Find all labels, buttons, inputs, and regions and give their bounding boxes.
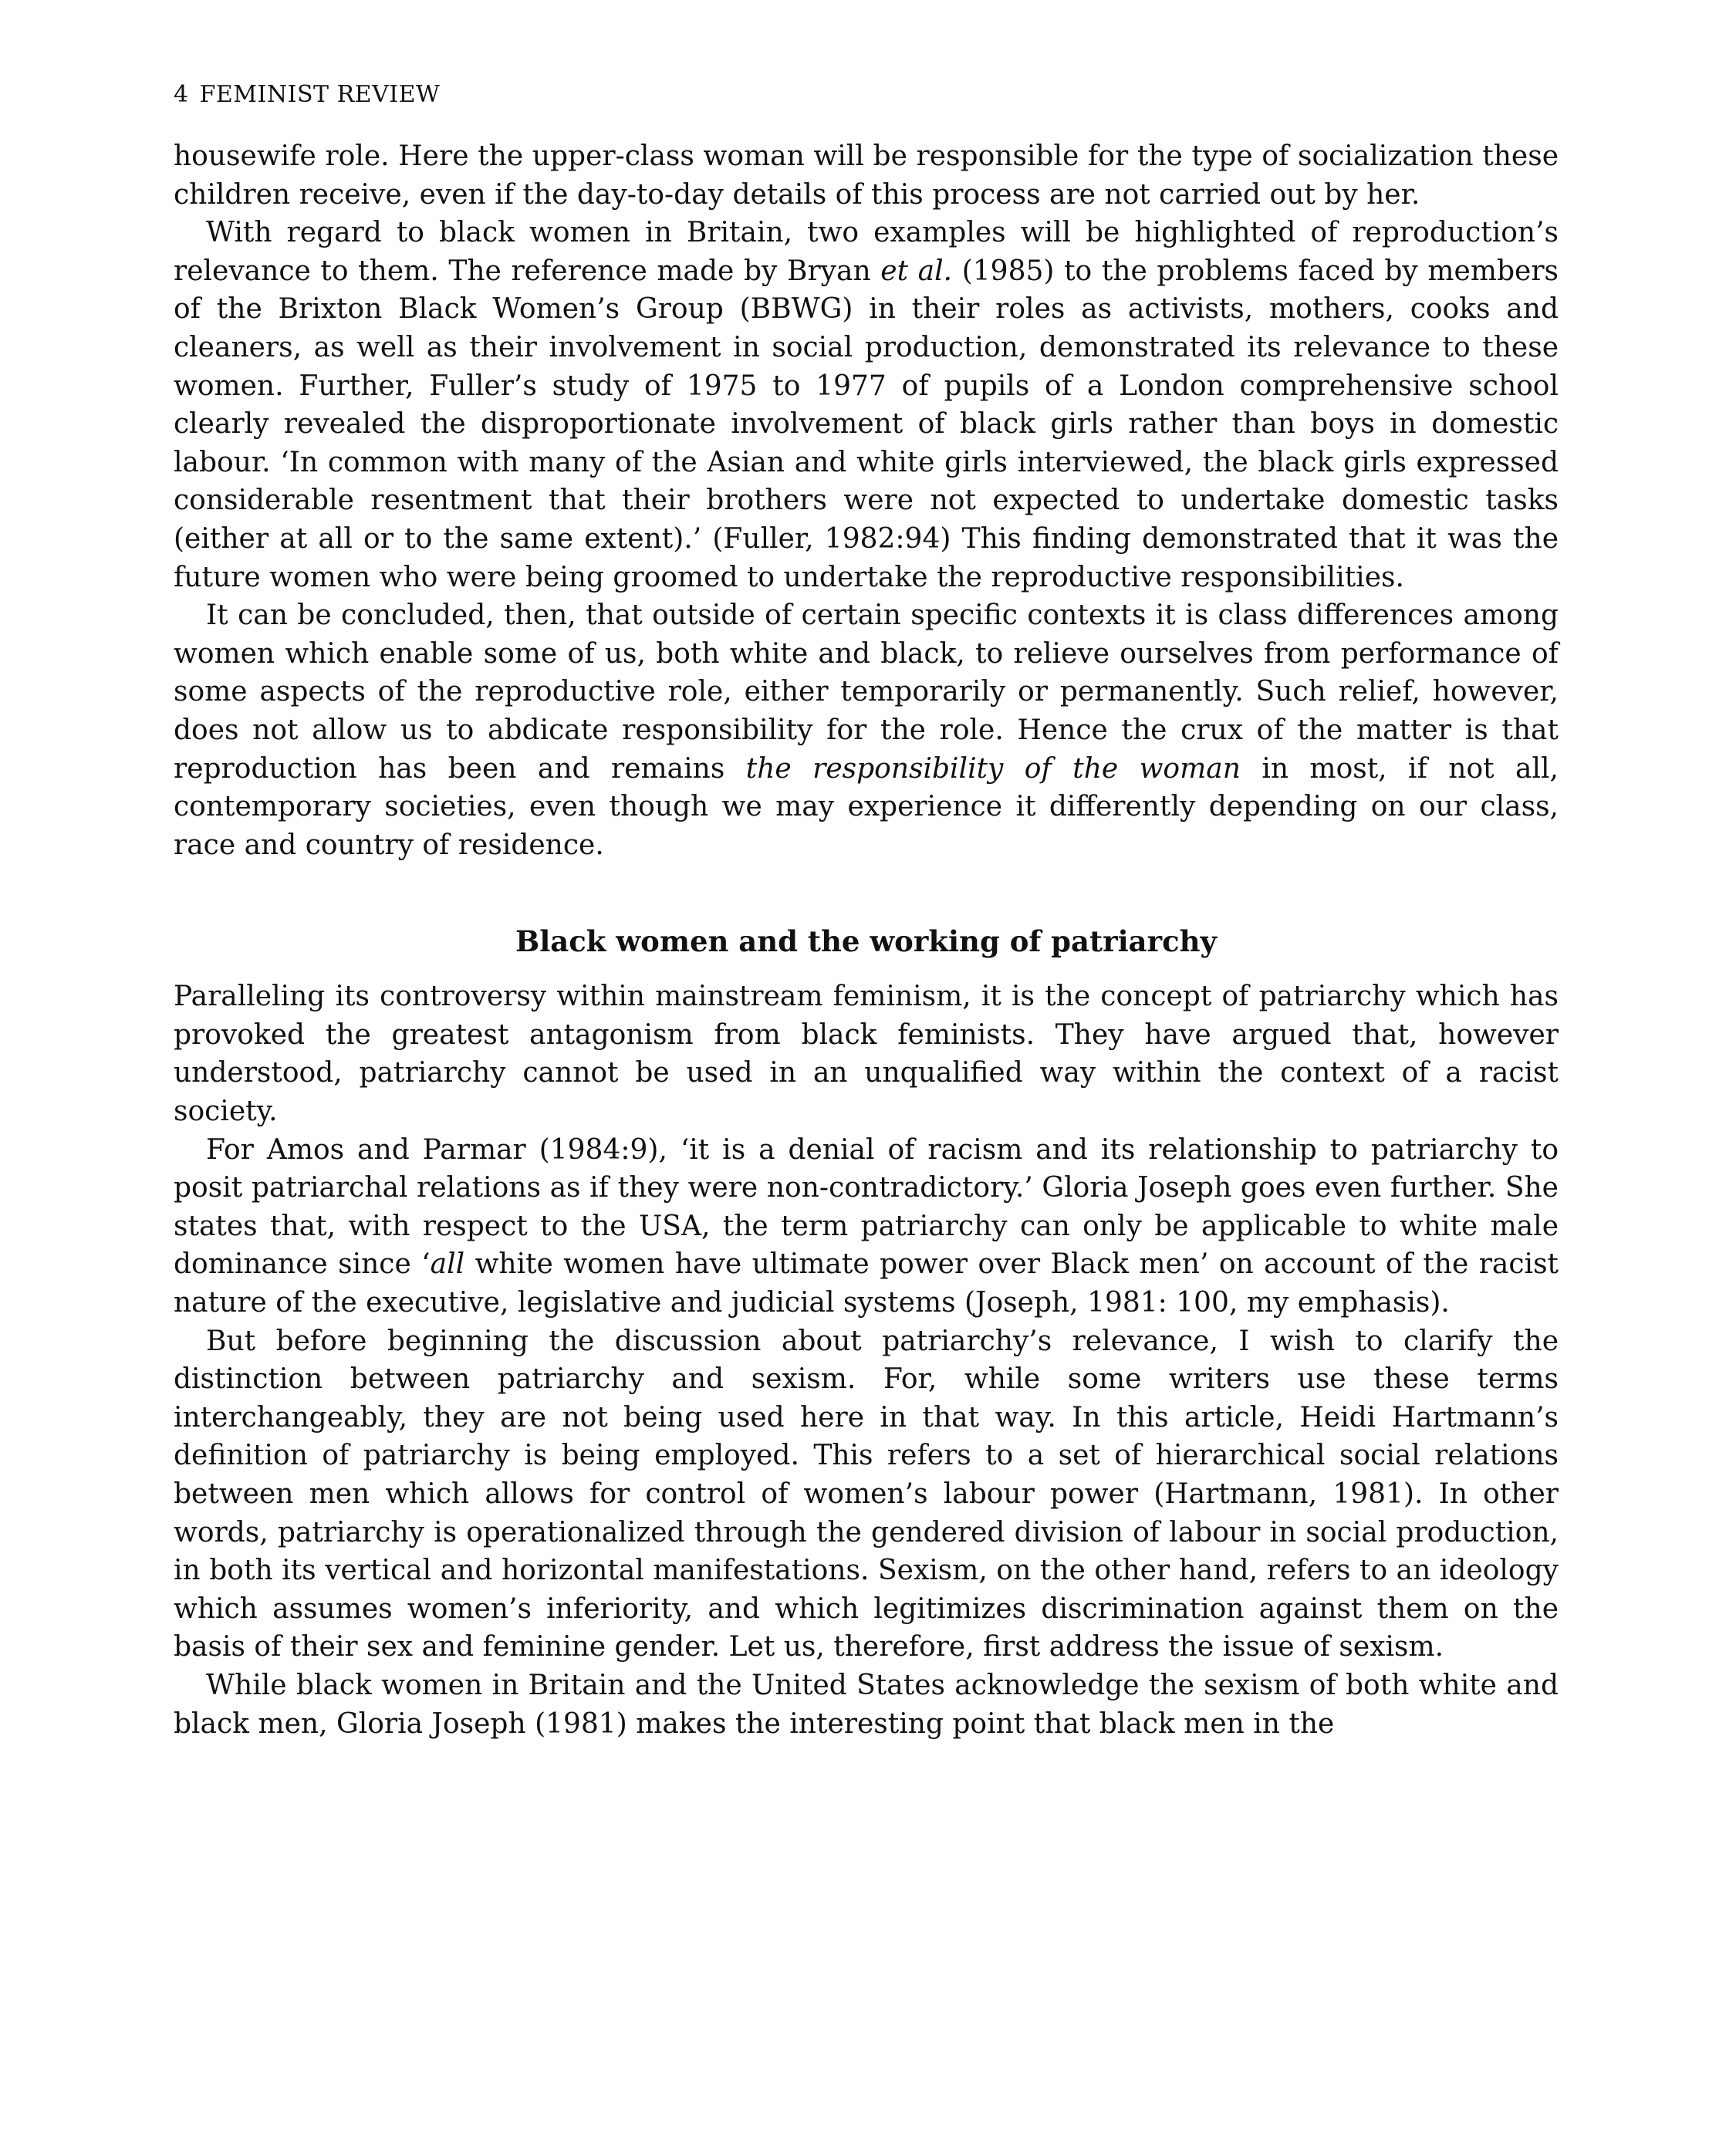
paragraph-text: It can be concluded, then, that outside of certain specific contexts it is class differences among women which enable some of us, both white and black, to relieve ourselves from performance of some aspects of the reproductive role, either temporarily or permanently. Such relief, however, does not allow us to abdicate responsibility for the role. Hence the crux of the matter is that reproduction has been and remains xyxy=(174,599,1559,785)
paragraph-7 xyxy=(174,1667,1559,1743)
italic-text: all xyxy=(430,1248,465,1281)
paragraph-2 xyxy=(174,214,1559,596)
running-head xyxy=(174,81,1559,108)
paragraph-text: For Amos and Parmar (1984:9), ‘it is a denial of racism and its relationship to patriarchy to posit patriarchal relations as if they were non-contradictory.’ Gloria Joseph goes even further. She states that, with respect to the USA, the term patriarchy can only be applicable to white male dominance since ‘ xyxy=(174,1133,1559,1281)
page-number: 4 xyxy=(174,81,189,108)
italic-text: the responsibility of the woman xyxy=(745,752,1241,785)
paragraph-text: housewife role. Here the upper-class woman will be responsible for the type of socialization these children receive, even if the day-to-day details of this process are not carried out by her. xyxy=(174,140,1559,211)
paragraph-text: Paralleling its controversy within mainstream feminism, it is the concept of patriarchy which has provoked the greatest antagonism from black feminists. They have argued that, however understood, patriarchy cannot be used in an unqualified way within the context of a racist society. xyxy=(174,981,1559,1128)
paragraph-text: With regard to black women in Britain, two examples will be highlighted of reproduction’s relevance to them. The reference made by Bryan xyxy=(174,217,1559,287)
paragraph-text: (1985) to the problems faced by members of the Brixton Black Women’s Group (BBWG) in their roles as activists, mothers, cooks and cleaners, as well as their involvement in social production, demonstrated its relevance to these women. Further, Fuller’s study of 1975 to 1977 of pupils of a London comprehensive school clearly revealed the disproportionate involvement of black girls rather than boys in domestic labour. ‘In common with many of the Asian and white girls interviewed, the black girls expressed considerable resentment that their brothers were not expected to undertake domestic tasks (either at all or to the same extent).’ (Fuller, 1982:94) This finding demonstrated that it was the future women who were being groomed to undertake the reproductive responsibilities. xyxy=(174,255,1559,593)
page xyxy=(174,81,1559,1743)
section-heading: Black women and the working of patriarchy xyxy=(515,924,1218,959)
paragraph-4 xyxy=(174,978,1559,1130)
paragraph-6 xyxy=(174,1322,1559,1667)
paragraph-5 xyxy=(174,1131,1559,1322)
journal-title: FEMINIST REVIEW xyxy=(199,81,441,108)
italic-text: et al. xyxy=(880,255,953,287)
paragraph-text: white women have ultimate power over Black men’ on account of the racist nature of the executive, legislative and judicial systems (Joseph, 1981: 100, my emphasis). xyxy=(174,1248,1559,1319)
paragraph-text: But before beginning the discussion about patriarchy’s relevance, I wish to clarify the distinction between patriarchy and sexism. For, while some writers use these terms interchangeably, they are not being used here in that way. In this article, Heidi Hartmann’s definition of patriarchy is being employed. This refers to a set of hierarchical social relations between men which allows for control of women’s labour power (Hartmann, 1981). In other words, patriarchy is operationalized through the gendered division of labour in social production, in both its vertical and horizontal manifestations. Sexism, on the other hand, refers to an ideology which assumes women’s inferiority, and which legitimizes discrimination against them on the basis of their sex and feminine gender. Let us, therefore, first address the issue of sexism. xyxy=(174,1325,1559,1663)
paragraph-text: While black women in Britain and the United States acknowledge the sexism of both white and black men, Gloria Joseph (1981) makes the interesting point that black men in the xyxy=(174,1669,1559,1740)
paragraph-1 xyxy=(174,137,1559,214)
paragraph-text: in most, if not all, contemporary societies, even though we may experience it differently depending on our class, race and country of residence. xyxy=(174,752,1559,861)
paragraph-3 xyxy=(174,596,1559,864)
